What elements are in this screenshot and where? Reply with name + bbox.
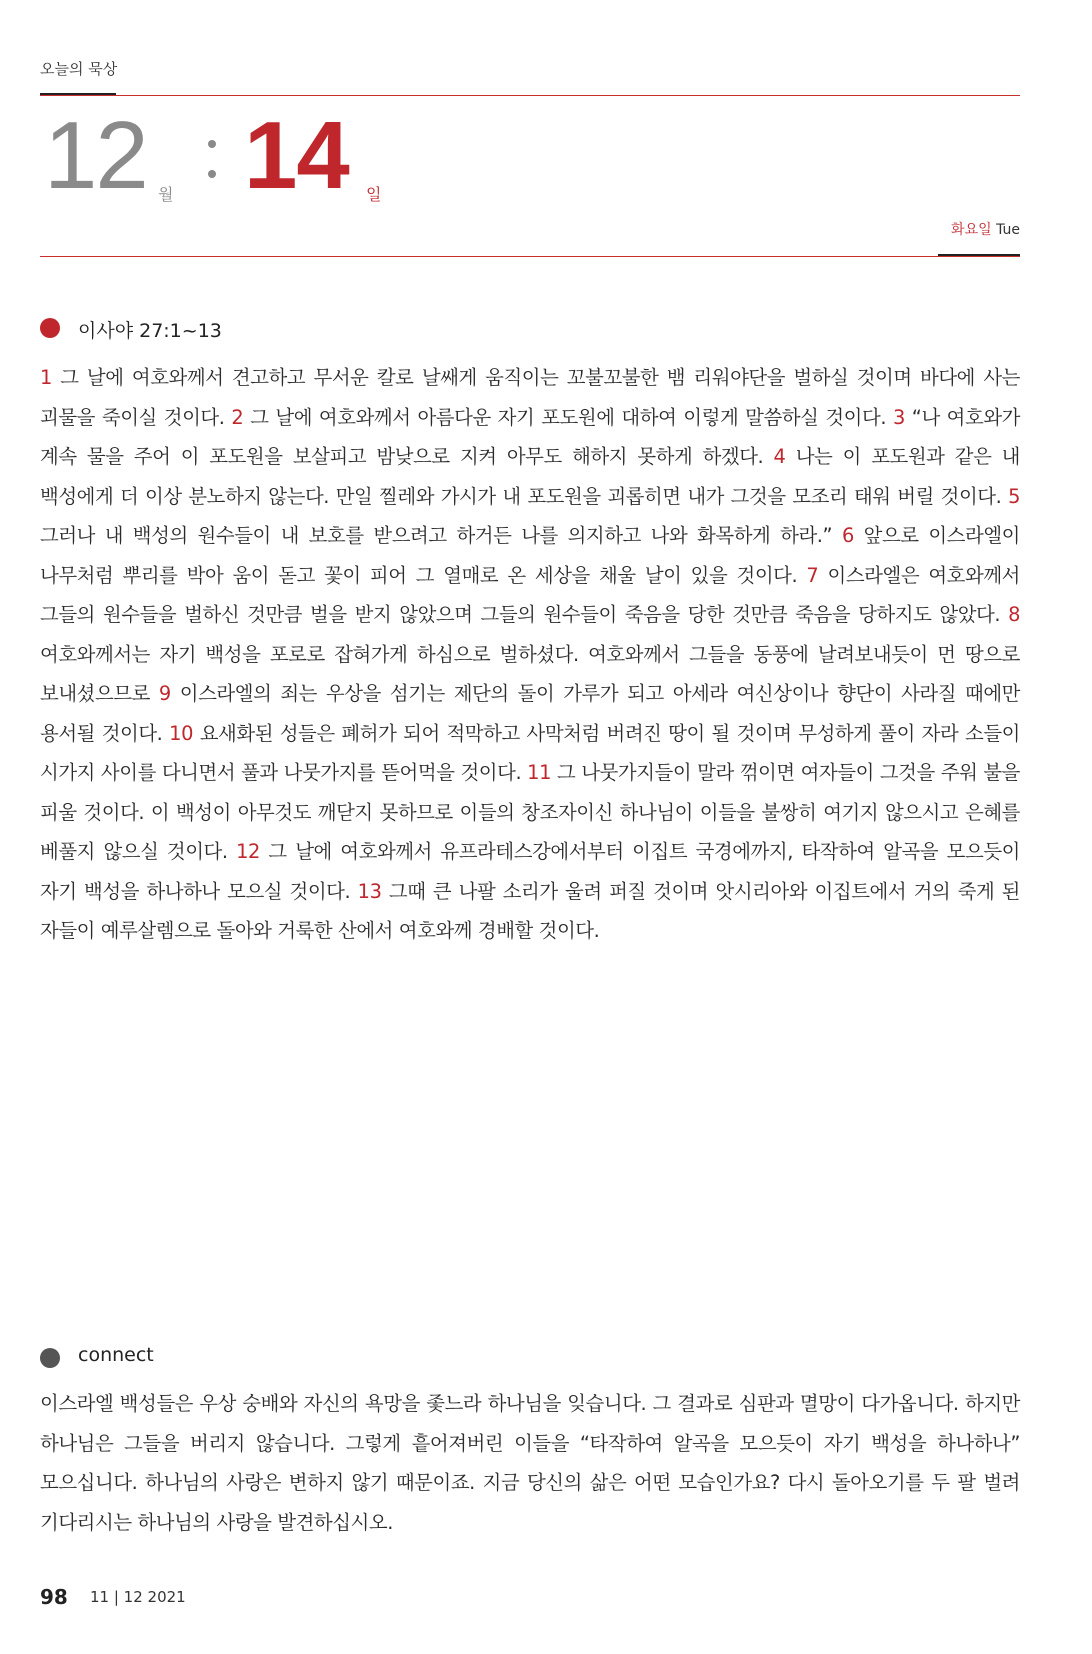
verse-number: 5 — [1008, 484, 1020, 508]
scripture-title: 이사야 27:1~13 — [78, 320, 222, 342]
verse-text: 그때 큰 나팔 소리가 울려 퍼질 것이며 앗시리아와 이집트에서 거의 죽게 된 자들이 예루살렘으로 돌아와 거룩한 산에서 여호와께 경배할 것이다. — [40, 879, 1020, 942]
verse-number: 7 — [806, 563, 819, 587]
connect-bullet — [40, 1348, 60, 1368]
issue-date: 11 | 12 2021 — [90, 1588, 186, 1606]
weekday — [951, 219, 1020, 239]
header-label: 오늘의 묵상 — [40, 60, 118, 78]
verse-text: 나는 이 포도원과 같은 내 백성에게 더 이상 분노하지 않는다. 만일 찔레와 가시가 내 포도원을 괴롭히면 내가 그것을 모조리 태워 버릴 것이다. — [40, 445, 1020, 508]
verse-text: “나 여호와가 계속 물을 주어 이 포도원을 보살피고 밤낮으로 지켜 아무도 해하지 못하게 하겠다. — [40, 405, 1020, 468]
verse-text: 그 날에 여호와께서 유프라테스강에서부터 이집트 국경에까지, 타작하여 알곡을 모으듯이 자기 백성을 하나하나 모으실 것이다. — [40, 840, 1020, 903]
weekday-ko: 화요일 — [951, 222, 992, 238]
date-colon — [208, 140, 216, 190]
verse-number: 1 — [40, 366, 52, 389]
verse-text: 여호와께서는 자기 백성을 포로로 잡혀가게 하심으로 벌하셨다. 여호와께서 그들을 동풍에 날려보내듯이 먼 땅으로 보내셨으므로 — [40, 642, 1020, 705]
page-number: 98 — [40, 1585, 68, 1609]
verse-number: 8 — [1008, 603, 1020, 626]
date-day-unit: 일 — [366, 185, 382, 204]
verse-text: 그 날에 여호와께서 아름다운 자기 포도원에 대하여 이렇게 말씀하실 것이다. — [243, 405, 893, 429]
verse-text: 요새화된 성들은 폐허가 되어 적막하고 사막처럼 버려진 땅이 될 것이며 무성하게 풀이 자라 소들이 시가지 사이를 다니면서 풀과 나뭇가지를 뜯어먹을 것이다. — [40, 721, 1020, 784]
connect-body: 이스라엘 백성들은 우상 숭배와 자신의 욕망을 좇느라 하나님을 잊습니다. 그 결과로 심판과 멸망이 다가옵니다. 하지만 하나님은 그들을 버리지 않습니다. 그렇게 흩어져버린 이들을 “타작하여 알곡을 모으듯이 자기 백성을 하나하나” 모으십니다. 하나님의 사랑은 변하지 않기 때문이죠. 지금 당신의 삶은 어떤 모습인가요? 다시 돌아오기를 두 팔 벌려 기다리시는 하나님의 사랑을 발견하십시오. — [40, 1392, 1020, 1534]
verse-number: 2 — [231, 405, 244, 429]
header-divider — [40, 95, 1020, 96]
verse-number: 11 — [527, 761, 552, 784]
verse-number: 9 — [158, 682, 171, 705]
verse-text: 앞으로 이스라엘이 나무처럼 뿌리를 박아 움이 돋고 꽃이 피어 그 열매로 온 세상을 채울 날이 있을 것이다. — [40, 524, 1021, 587]
verse-text: 그 날에 여호와께서 견고하고 무서운 칼로 날쌔게 움직이는 꼬불꼬불한 뱀 리워야단을 벌하실 것이며 바다에 사는 괴물을 죽이실 것이다. — [40, 366, 1020, 429]
date-divider — [40, 256, 1020, 257]
verse-text: 이스라엘은 여호와께서 그들의 원수들을 벌하신 것만큼 벌을 받지 않았으며 그들의 원수들이 죽음을 당한 것만큼 죽음을 당하지도 않았다. — [40, 563, 1020, 626]
verse-number: 12 — [236, 840, 260, 863]
verse-number: 3 — [892, 405, 905, 429]
verse-text: 이스라엘의 죄는 우상을 섬기는 제단의 돌이 가루가 되고 아세라 여신상이나 향단이 사라질 때에만 용서될 것이다. — [40, 682, 1020, 745]
scripture-body — [40, 358, 1020, 951]
scripture-bullet — [40, 318, 60, 338]
date-month-unit: 월 — [158, 185, 174, 204]
verse-number: 13 — [357, 879, 382, 903]
connect-title: connect — [78, 1344, 154, 1366]
verse-number: 10 — [169, 721, 194, 745]
date-day: 14 — [244, 102, 349, 209]
weekday-en: Tue — [996, 222, 1020, 238]
date-month: 12 — [44, 102, 147, 209]
verse-number: 6 — [841, 524, 854, 547]
verse-text: 그러나 내 백성의 원수들이 내 보호를 받으려고 하거든 나를 의지하고 나와 화목하게 하라.” — [40, 524, 842, 547]
verse-text: 그 나뭇가지들이 말라 꺾이면 여자들이 그것을 주워 불을 피울 것이다. 이 백성이 아무것도 깨닫지 못하므로 이들의 창조자이신 하나님이 이들을 불쌍히 여기지 않으시고 은혜를 베풀지 않으실 것이다. — [40, 761, 1021, 863]
verse-number: 4 — [773, 445, 786, 468]
